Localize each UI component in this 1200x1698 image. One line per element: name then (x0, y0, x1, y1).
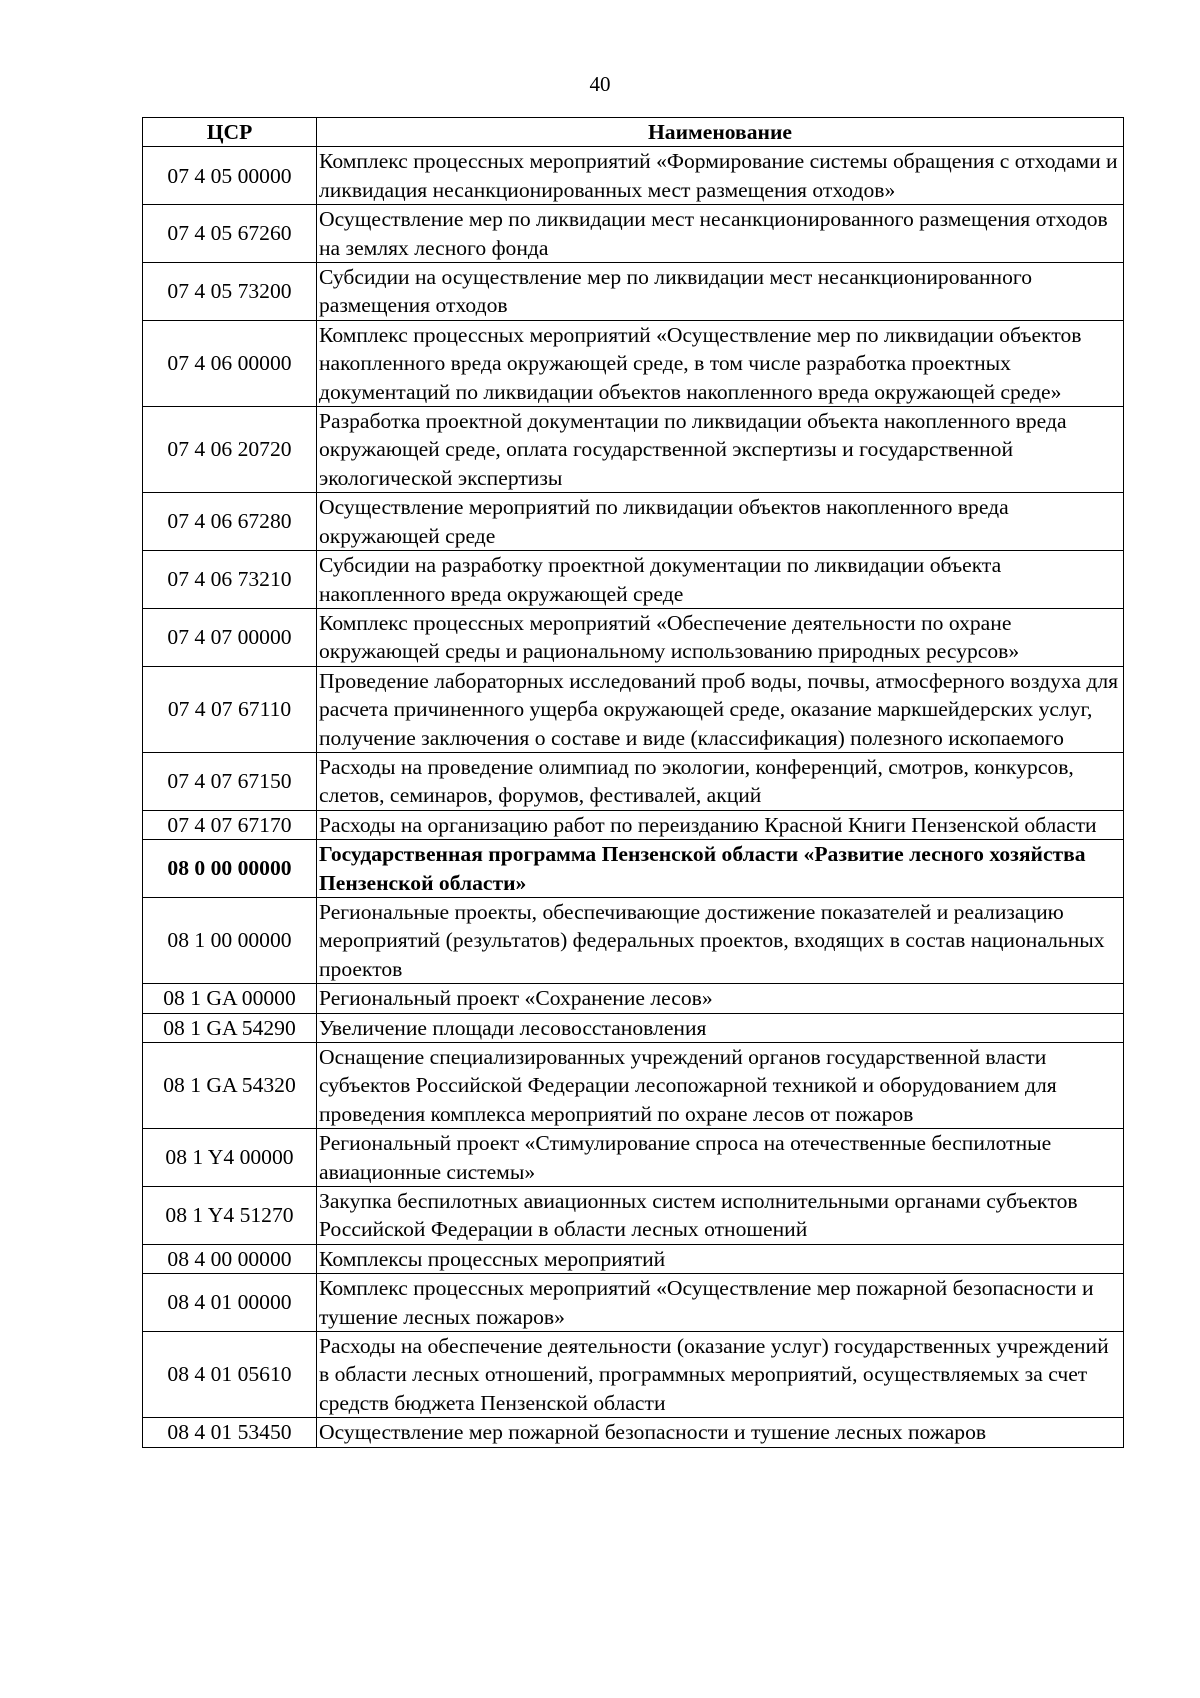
row-name: Комплекс процессных мероприятий «Осуществление мер пожарной безопасности и тушение лесных пожаров» (317, 1274, 1124, 1332)
row-name: Осуществление мер по ликвидации мест несанкционированного размещения отходов на землях лесного фонда (317, 205, 1124, 263)
row-name: Расходы на организацию работ по переизданию Красной Книги Пензенской области (317, 810, 1124, 839)
row-name: Субсидии на разработку проектной документации по ликвидации объекта накопленного вреда окружающей среде (317, 551, 1124, 609)
row-name: Комплекс процессных мероприятий «Осуществление мер по ликвидации объектов накопленного вреда окружающей среде, в том числе разработка проектных документаций по ликвидации объектов накопленного вреда окружающей среде» (317, 320, 1124, 406)
table-row (143, 1418, 1124, 1447)
row-name: Комплекс процессных мероприятий «Обеспечение деятельности по охране окружающей среды и рациональному использованию природных ресурсов» (317, 608, 1124, 666)
row-name: Увеличение площади лесовосстановления (317, 1013, 1124, 1042)
row-name: Региональный проект «Стимулирование спроса на отечественные беспилотные авиационные системы» (317, 1129, 1124, 1187)
budget-classification-table (142, 117, 1124, 1448)
row-name: Закупка беспилотных авиационных систем исполнительными органами субъектов Российской Федерации в области лесных отношений (317, 1187, 1124, 1245)
table-body (143, 147, 1124, 1447)
row-code: 07 4 06 20720 (143, 407, 317, 493)
table-row (143, 1043, 1124, 1129)
row-code: 07 4 06 67280 (143, 493, 317, 551)
row-code: 08 4 00 00000 (143, 1244, 317, 1273)
table-row (143, 1129, 1124, 1187)
table-row (143, 1332, 1124, 1418)
table-row (143, 897, 1124, 983)
row-code: 08 4 01 05610 (143, 1332, 317, 1418)
row-code: 08 4 01 53450 (143, 1418, 317, 1447)
row-code: 07 4 07 67170 (143, 810, 317, 839)
page-number: 40 (589, 72, 611, 96)
row-code: 07 4 06 73210 (143, 551, 317, 609)
column-header-code: ЦСР (143, 118, 317, 147)
table-row (143, 1187, 1124, 1245)
table-row (143, 810, 1124, 839)
table-row (143, 205, 1124, 263)
row-name: Разработка проектной документации по ликвидации объекта накопленного вреда окружающей среде, оплата государственной экспертизы и государственной экологической экспертизы (317, 407, 1124, 493)
table-row (143, 1244, 1124, 1273)
row-code: 08 1 00 00000 (143, 897, 317, 983)
row-code: 08 1 Y4 51270 (143, 1187, 317, 1245)
table-row (143, 147, 1124, 205)
table-row (143, 608, 1124, 666)
table-row (143, 1274, 1124, 1332)
row-name: Государственная программа Пензенской области «Развитие лесного хозяйства Пензенской области» (317, 840, 1124, 898)
table-row (143, 263, 1124, 321)
row-name: Проведение лабораторных исследований проб воды, почвы, атмосферного воздуха для расчета причиненного ущерба окружающей среде, оказание маркшейдерских услуг, получение заключения о составе и виде (классификация) полезного ископаемого (317, 666, 1124, 752)
row-code: 08 0 00 00000 (143, 840, 317, 898)
table-row (143, 551, 1124, 609)
table-row (143, 752, 1124, 810)
table-row (143, 1013, 1124, 1042)
table-row (143, 666, 1124, 752)
table-row (143, 493, 1124, 551)
row-name: Осуществление мероприятий по ликвидации объектов накопленного вреда окружающей среде (317, 493, 1124, 551)
row-code: 07 4 07 67150 (143, 752, 317, 810)
row-code: 07 4 07 67110 (143, 666, 317, 752)
row-name: Региональные проекты, обеспечивающие достижение показателей и реализацию мероприятий (результатов) федеральных проектов, входящих в состав национальных проектов (317, 897, 1124, 983)
row-name: Расходы на обеспечение деятельности (оказание услуг) государственных учреждений в области лесных отношений, программных мероприятий, осуществляемых за счет средств бюджета Пензенской области (317, 1332, 1124, 1418)
row-name: Расходы на проведение олимпиад по экологии, конференций, смотров, конкурсов, слетов, семинаров, форумов, фестивалей, акций (317, 752, 1124, 810)
row-code: 07 4 07 00000 (143, 608, 317, 666)
row-code: 08 1 GA 54290 (143, 1013, 317, 1042)
row-name: Оснащение специализированных учреждений органов государственной власти субъектов Российской Федерации лесопожарной техникой и оборудованием для проведения комплекса мероприятий по охране лесов от пожаров (317, 1043, 1124, 1129)
row-code: 08 1 Y4 00000 (143, 1129, 317, 1187)
row-code: 07 4 05 73200 (143, 263, 317, 321)
row-code: 07 4 06 00000 (143, 320, 317, 406)
row-name: Региональный проект «Сохранение лесов» (317, 984, 1124, 1013)
table-row (143, 407, 1124, 493)
row-code: 07 4 05 67260 (143, 205, 317, 263)
column-header-name: Наименование (317, 118, 1124, 147)
row-name: Осуществление мер пожарной безопасности и тушение лесных пожаров (317, 1418, 1124, 1447)
row-name: Комплексы процессных мероприятий (317, 1244, 1124, 1273)
table-row (143, 840, 1124, 898)
table-header-row (143, 118, 1124, 147)
row-code: 07 4 05 00000 (143, 147, 317, 205)
table-row (143, 984, 1124, 1013)
row-code: 08 4 01 00000 (143, 1274, 317, 1332)
row-name: Субсидии на осуществление мер по ликвидации мест несанкционированного размещения отходов (317, 263, 1124, 321)
row-code: 08 1 GA 00000 (143, 984, 317, 1013)
row-code: 08 1 GA 54320 (143, 1043, 317, 1129)
row-name: Комплекс процессных мероприятий «Формирование системы обращения с отходами и ликвидация несанкционированных мест размещения отходов» (317, 147, 1124, 205)
table-row (143, 320, 1124, 406)
